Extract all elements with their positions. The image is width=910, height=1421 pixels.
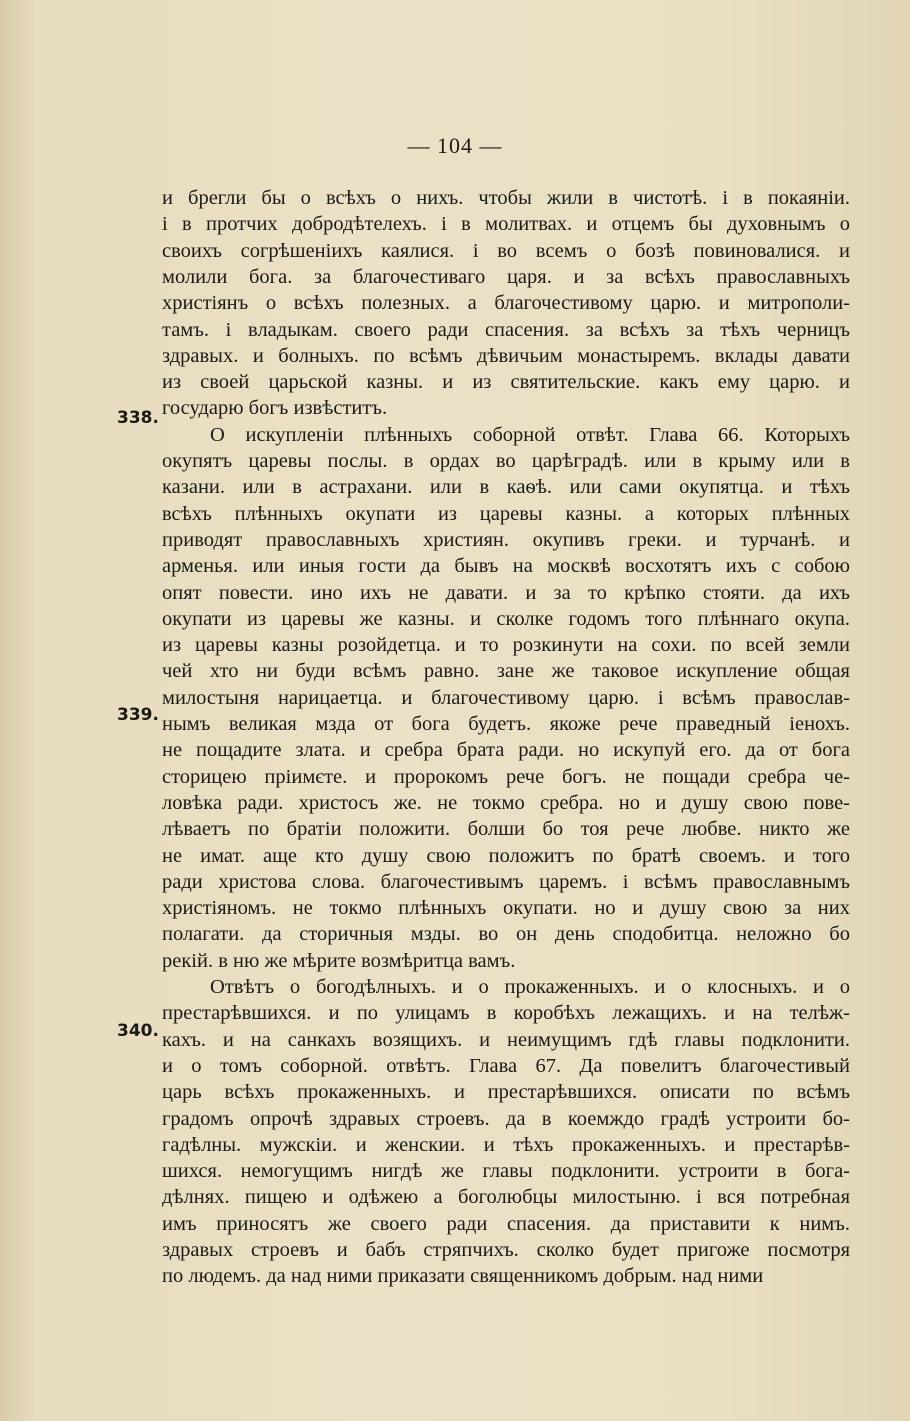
text-line: арменья. или иныя гости да бывъ на москвѣ восхотятъ ихъ с собою bbox=[162, 555, 850, 578]
text-line: из царевы казны розойдетца. и то розкинути на сохи. по всей земли bbox=[162, 634, 850, 657]
text-line: не имат. аще кто душу свою положитъ по братѣ своемъ. и того bbox=[162, 844, 850, 867]
text-line: христіянъ о всѣхъ полезных. а благочестивому царю. и митрополи- bbox=[162, 292, 850, 315]
text-line: государю богъ извѣститъ. bbox=[162, 397, 388, 420]
section-number-338: 338. bbox=[117, 408, 159, 428]
text-line: тамъ. і владыкам. своего ради спасения. за всѣхъ за тѣхъ черницъ bbox=[162, 318, 850, 341]
text-line: градомъ опрочѣ здравых строевъ. да в коемждо градѣ устроити бо- bbox=[162, 1107, 850, 1130]
text-line: гадѣлны. мужскіи. и женскии. и тѣхъ прокаженныхъ. и престарѣв- bbox=[162, 1133, 850, 1156]
text-line: своихъ согрѣшеніихъ каялися. і во всемъ о бозѣ повиновалися. и bbox=[162, 239, 850, 262]
text-line: опят повести. ино ихъ не давати. и за то крѣпко стояти. да ихъ bbox=[162, 581, 850, 604]
text-line: полагати. да сторичныя мзды. во он день сподобитца. неложно бо bbox=[162, 923, 850, 946]
text-line: молили бога. за благочестиваго царя. и за всѣхъ православныхъ bbox=[162, 265, 850, 288]
text-line: здравых строевъ и бабъ стряпчихъ. сколко будет пригоже посмотря bbox=[162, 1239, 850, 1261]
text-line: рекій. в ню же мѣрите возмѣритца вамъ. bbox=[162, 949, 516, 972]
page-number: — 104 — bbox=[407, 133, 503, 158]
text-line: і в протчих добродѣтелехъ. і в молитвах. и отцемъ бы духовнымъ о bbox=[162, 213, 850, 236]
text-line: О искупленіи плѣнныхъ соборной отвѣт. Глава 66. Которыхъ bbox=[210, 423, 850, 446]
section-number-339: 339. bbox=[117, 705, 159, 725]
text-line: по людемъ. да над ними приказати священникомъ добрым. над ними bbox=[162, 1265, 764, 1288]
text-line: окупятъ царевы послы. в ордах во царѣградѣ. или в крыму или в bbox=[162, 450, 850, 472]
text-line: окупати из царевы же казны. и сколке годомъ того плѣннаго окупа. bbox=[162, 607, 850, 630]
text-line: дѣлнях. пищею и одѣжею а боголюбцы милостыню. і вся потребная bbox=[162, 1186, 850, 1209]
text-line: христіяномъ. не токмо плѣнныхъ окупати. но и душу свою за них bbox=[162, 897, 850, 920]
text-line: лѣваетъ по братіи положити. болши бо тоя рече любве. никто же bbox=[162, 818, 850, 841]
text-line: всѣхъ плѣнныхъ окупати из царевы казны. а которых плѣнных bbox=[162, 502, 850, 525]
text-line: шихся. немогущимъ нигдѣ же главы подклонити. устроити в бога- bbox=[162, 1160, 850, 1183]
text-line: не пощадите злата. и сребра брата ради. но искупуй его. да от бога bbox=[162, 739, 850, 762]
text-line: сторицею пріимєте. и пророкомъ рече богъ. не пощади сребра че- bbox=[162, 765, 850, 788]
text-line: чей хто ни буди всѣмъ равно. зане же таковое искупление общая bbox=[162, 660, 850, 683]
text-line: и брегли бы о всѣхъ о нихъ. чтобы жили в чистотѣ. і в покаяніи. bbox=[162, 187, 850, 209]
text-line: нымъ великая мзда от бога будетъ. якоже рече праведный іенохъ. bbox=[162, 713, 850, 735]
text-line: милостыня нарицаетца. и благочестивому царю. і всѣмъ православ- bbox=[162, 686, 850, 709]
text-line: имъ приносятъ же своего ради спасения. да приставити к нимъ. bbox=[162, 1212, 850, 1235]
section-number-340: 340. bbox=[117, 1021, 159, 1041]
text-line: здравых. и болныхъ. по всѣмъ дѣвичьим монастыремъ. вклады давати bbox=[162, 344, 850, 367]
text-line: кахъ. и на санкахъ возящихъ. и неимущимъ гдѣ главы подклонити. bbox=[162, 1028, 850, 1051]
text-line: ради христова слова. благочестивымъ царемъ. і всѣмъ православнымъ bbox=[162, 870, 850, 893]
text-line: царь всѣхъ прокаженныхъ. и престарѣвшихся. описати по всѣмъ bbox=[162, 1081, 850, 1104]
text-line: ловѣка ради. христосъ же. не токмо сребра. но и душу свою пове- bbox=[162, 791, 850, 814]
text-line: и о томъ соборной. отвѣтъ. Глава 67. Да повелитъ благочестивый bbox=[162, 1054, 850, 1077]
text-line: престарѣвшихся. и по улицамъ в коробѣхъ лежащихъ. и на телѣж- bbox=[162, 1002, 850, 1025]
text-line: приводят православныхъ християн. окупивъ греки. и турчанѣ. и bbox=[162, 528, 850, 551]
text-line: Отвѣтъ о богодѣлныхъ. и о прокаженныхъ. и о клосныхъ. и о bbox=[210, 976, 850, 998]
text-line: из своей царьской казны. и из святительские. какъ ему царю. и bbox=[162, 371, 850, 394]
text-line: казани. или в астрахани. или в каѳѣ. или сами окупятца. и тѣхъ bbox=[162, 476, 850, 499]
